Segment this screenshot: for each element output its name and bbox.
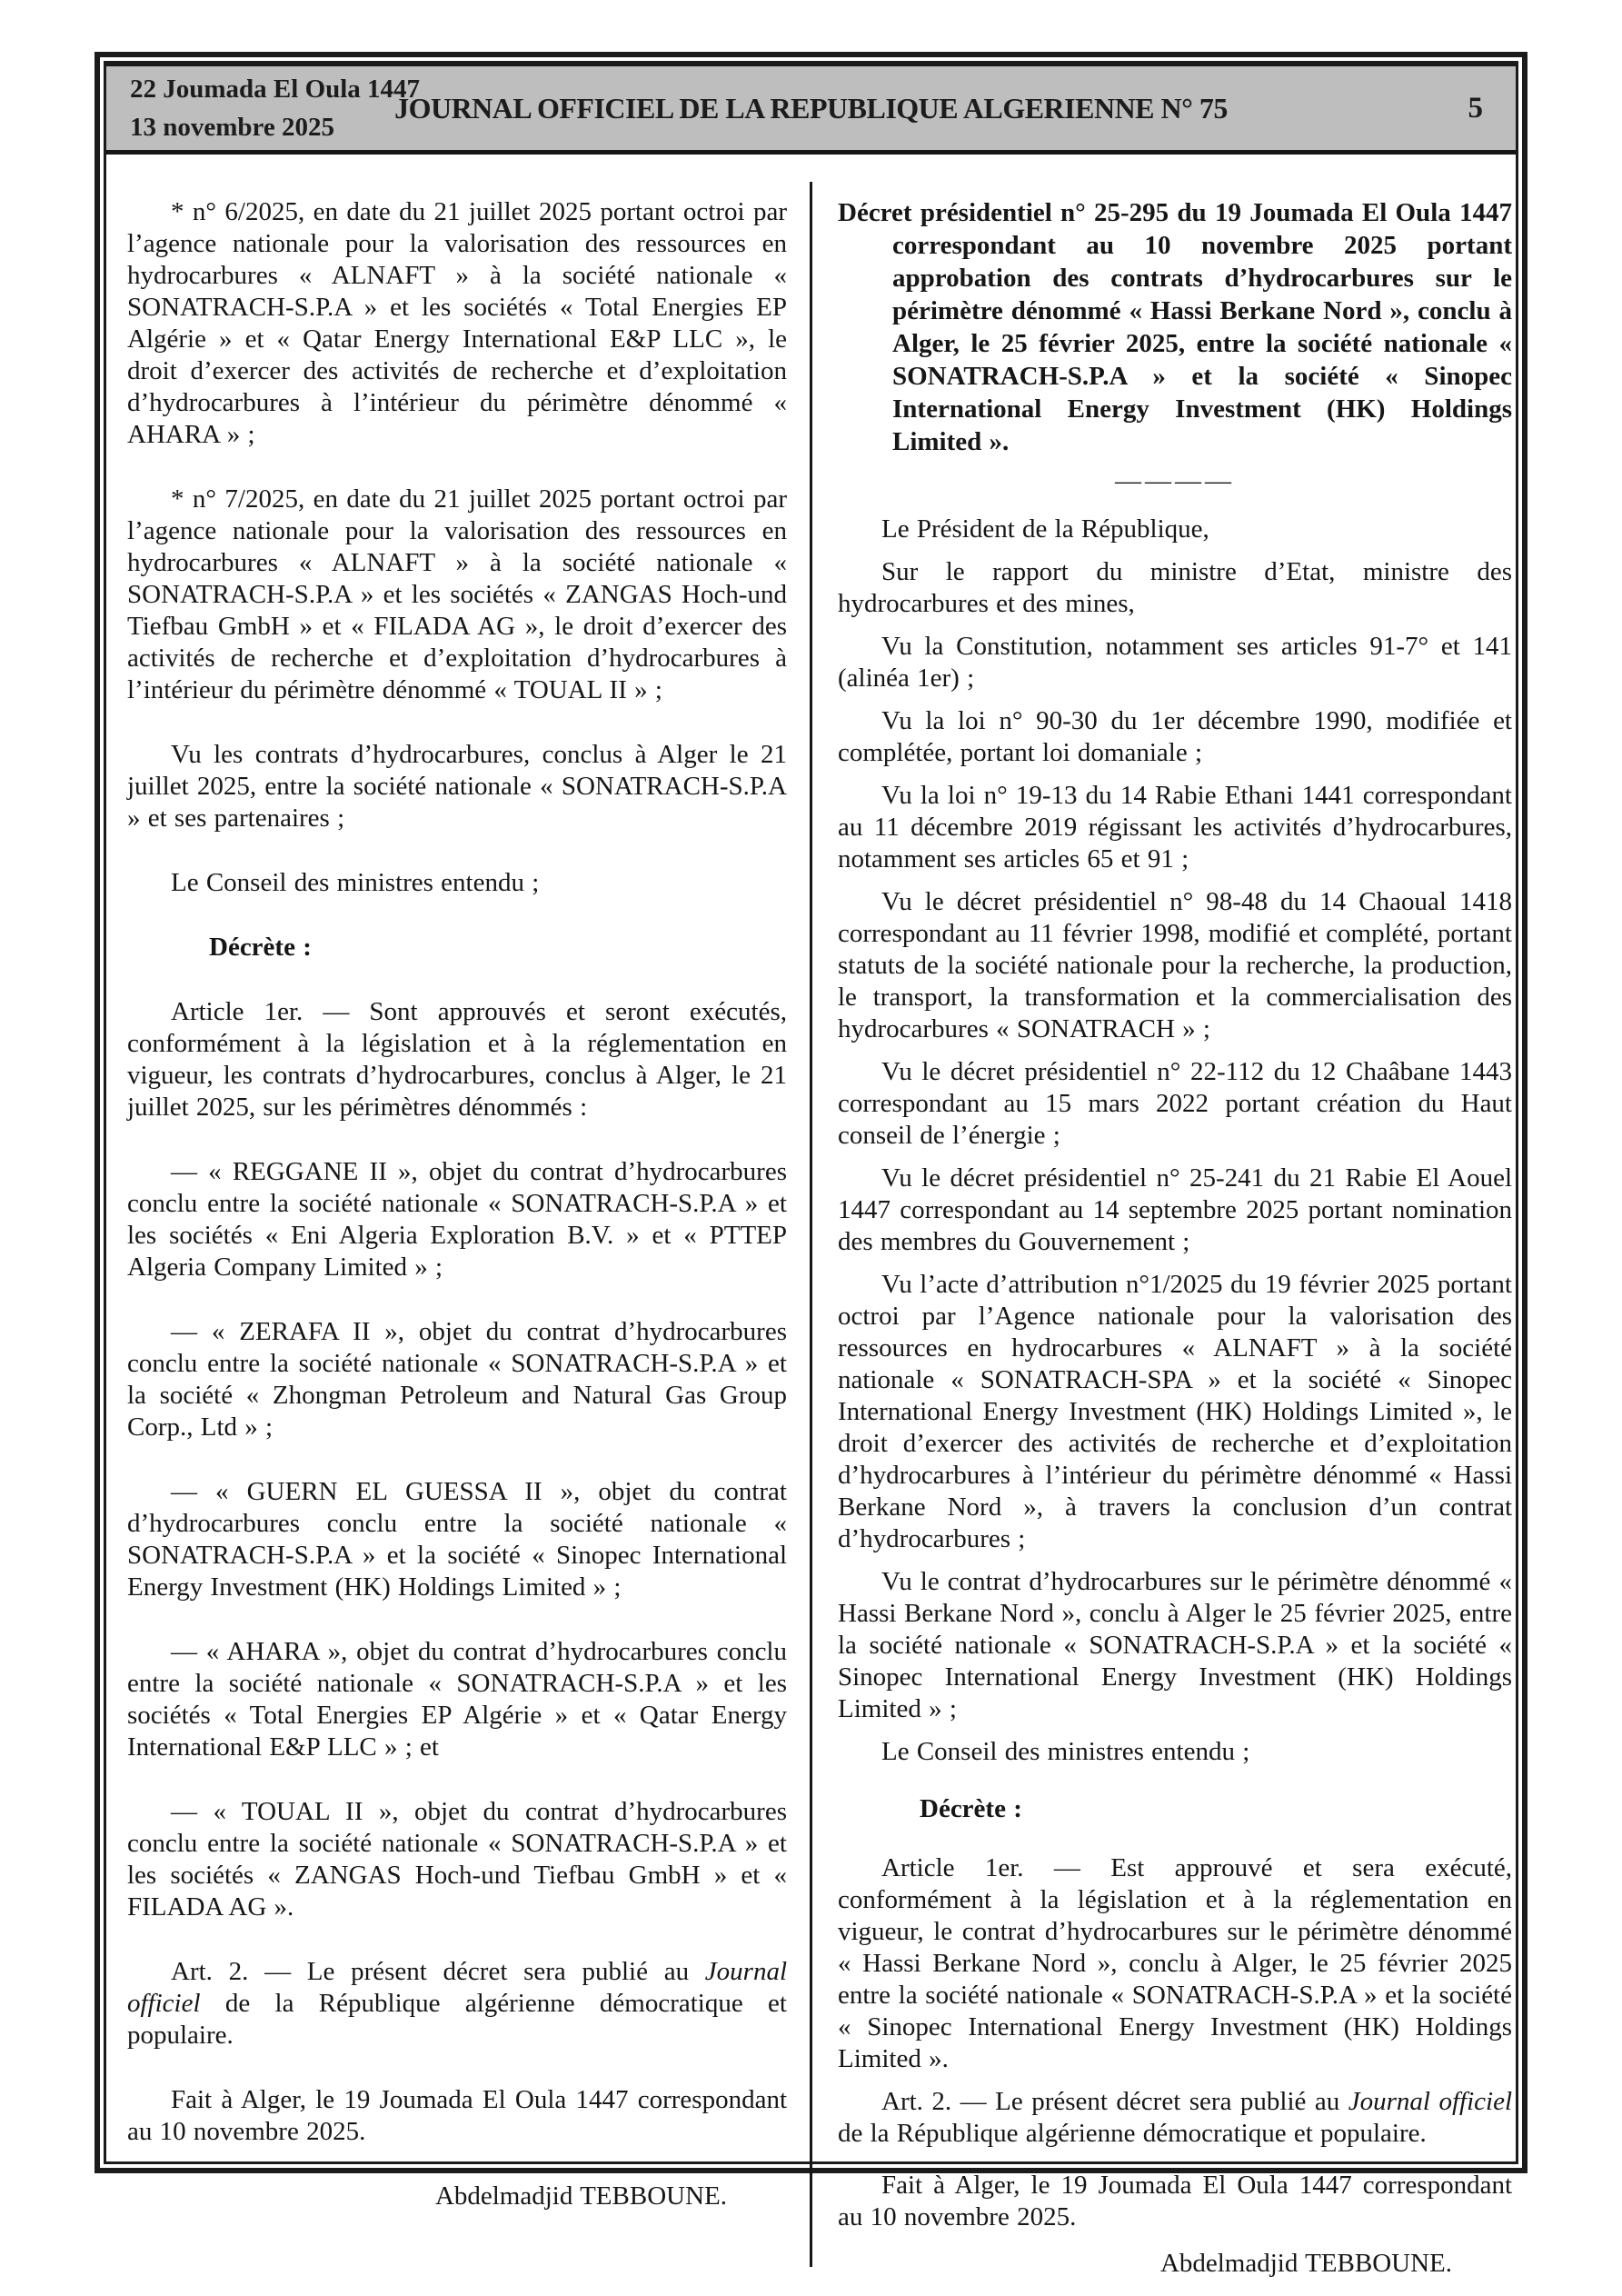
perimetre-reggane: — « REGGANE II », objet du contrat d’hydrocarbures conclu entre la société nationale « SONATRACH-S.P.A » et les sociétés « Eni Algeria Exploration B.V. » et « PTTEP Algeria Company Limited » ; bbox=[127, 1157, 787, 1282]
decision-7-2025: * n° 7/2025, en date du 21 juillet 2025 portant octroi par l’agence nationale pour la valorisation des ressources en hydrocarbures « ALNAFT » à la société nationale « SONATRACH-S.P.A » et les sociétés « ZANGAS Hoch-und Tiefbau GmbH » et « FILADA AG », le droit d’exercer des activités de recherche et d’exploitation d’hydrocarbures à l’intérieur du périmètre dénommé « TOUAL II » ; bbox=[127, 484, 787, 704]
signature-president: Abdelmadjid TEBBOUNE. bbox=[434, 2181, 727, 2211]
journal-officiel-italic: Journal officiel bbox=[1348, 2087, 1512, 2116]
decrete-heading: Décrète : bbox=[209, 933, 312, 962]
perimetre-ahara: — « AHARA », objet du contrat d’hydrocarbures conclu entre la société nationale « SONATRACH-S.P.A » et les sociétés « Total Energies EP Algérie » et « Qatar Energy International E&P LLC » ; et bbox=[127, 1637, 787, 1762]
visa-decret-98-48: Vu le décret présidentiel n° 98-48 du 14 Chaoual 1418 correspondant au 11 février 1998, modifié et complété, portant statuts de la société nationale pour la recherche, la production, le transport, la transformation et la commercialisation des hydrocarbures « SONATRACH » ; bbox=[838, 887, 1512, 1043]
decree-title: Décret présidentiel n° 25-295 du 19 Joumada El Oula 1447 correspondant au 10 novembre 2025 portant approbation des contrats d’hydrocarbures sur le périmètre dénommé « Hassi Berkane Nord », conclu à Alger, le 25 février 2025, entre la société nationale « SONATRACH-S.P.A » et la société « Sinopec International Energy Investment (HK) Holdings Limited ». bbox=[838, 198, 1512, 456]
visa-decret-22-112: Vu le décret présidentiel n° 22-112 du 12 Chaâbane 1443 correspondant au 15 mars 2022 portant création du Haut conseil de l’énergie ; bbox=[838, 1057, 1512, 1150]
fait-a-alger: Fait à Alger, le 19 Joumada El Oula 1447 correspondant au 10 novembre 2025. bbox=[838, 2171, 1512, 2231]
fait-a-alger: Fait à Alger, le 19 Joumada El Oula 1447 correspondant au 10 novembre 2025. bbox=[127, 2085, 787, 2146]
column-divider bbox=[810, 182, 812, 2267]
perimetre-guern-el-guessa: — « GUERN EL GUESSA II », objet du contrat d’hydrocarbures conclu entre la société nationale « SONATRACH-S.P.A » et la société « Sinopec International Energy Investment (HK) Holdings Limited » ; bbox=[127, 1477, 787, 1602]
page-number: 5 bbox=[1468, 91, 1483, 125]
journal-officiel-italic: Journal officiel bbox=[127, 1957, 787, 2018]
visa-constitution: Vu la Constitution, notamment ses articles 91-7° et 141 (alinéa 1er) ; bbox=[838, 632, 1512, 693]
decision-6-2025: * n° 6/2025, en date du 21 juillet 2025 portant octroi par l’agence nationale pour la valorisation des ressources en hydrocarbures « ALNAFT » à la société nationale « SONATRACH-S.P.A » et les sociétés « Total Energies EP Algérie » et « Qatar Energy International E&P LLC », le droit d’exercer des activités de recherche et d’exploitation d’hydrocarbures à l’intérieur du périmètre dénommé « AHARA » ; bbox=[127, 197, 787, 449]
article-2-text-end: de la République algérienne démocratique et populaire. bbox=[127, 1989, 787, 2050]
article-1: Article 1er. — Est approuvé et sera exécuté, conformément à la législation et à la réglementation en vigueur, le contrat d’hydrocarbures sur le périmètre dénommé « Hassi Berkane Nord », conclu à Alger, le 25 février 2025 entre la société nationale « SONATRACH-S.P.A » et la société « Sinopec International Energy Investment (HK) Holdings Limited ». bbox=[838, 1853, 1512, 2073]
conseil-ministres: Le Conseil des ministres entendu ; bbox=[171, 868, 540, 897]
visa-contrat-hassi-berkane: Vu le contrat d’hydrocarbures sur le périmètre dénommé « Hassi Berkane Nord », conclu à Alger le 25 février 2025, entre la société nationale « SONATRACH-S.P.A » et la société « Sinopec International Energy Investment (HK) Holdings Limited » ; bbox=[838, 1567, 1512, 1723]
masthead bbox=[106, 66, 1516, 155]
decrete-heading: Décrète : bbox=[920, 1794, 1022, 1823]
article-2-text: Art. 2. — Le présent décret sera publié au bbox=[881, 2087, 1348, 2116]
visa-loi-19-13: Vu la loi n° 19-13 du 14 Rabie Ethani 1441 correspondant au 11 décembre 2019 régissant les activités d’hydrocarbures, notamment ses articles 65 et 91 ; bbox=[838, 781, 1512, 873]
journal-title: JOURNAL OFFICIEL DE LA REPUBLIQUE ALGERIENNE N° 75 bbox=[394, 91, 1228, 125]
president-line: Le Président de la République, bbox=[881, 514, 1209, 544]
dash-separator: ———— bbox=[1115, 466, 1235, 495]
visa-decret-25-241: Vu le décret présidentiel n° 25-241 du 21 Rabie El Aouel 1447 correspondant au 14 septembre 2025 portant nomination des membres du Gouvernement ; bbox=[838, 1163, 1512, 1256]
visa-loi-90-30: Vu la loi n° 90-30 du 1er décembre 1990, modifiée et complétée, portant loi domaniale ; bbox=[838, 706, 1512, 767]
page-frame-inner bbox=[104, 61, 1518, 2278]
signature-president: Abdelmadjid TEBBOUNE. bbox=[1159, 2249, 1452, 2278]
conseil-ministres: Le Conseil des ministres entendu ; bbox=[881, 1737, 1250, 1766]
visa-acte-attribution: Vu l’acte d’attribution n°1/2025 du 19 février 2025 portant octroi par l’Agence nationale pour la valorisation des ressources en hydrocarbures « ALNAFT » à la société nationale « SONATRACH-SPA » et la société « Sinopec International Energy Investment (HK) Holdings Limited », le droit d’exercer des activités de recherche et d’exploitation d’hydrocarbures à l’intérieur du périmètre dénommé « Hassi Berkane Nord », à travers la conclusion d’un contrat d’hydrocarbures ; bbox=[838, 1270, 1512, 1553]
perimetre-zerafa: — « ZERAFA II », objet du contrat d’hydrocarbures conclu entre la société nationale « SONATRACH-S.P.A » et la société « Zhongman Petroleum and Natural Gas Group Corp., Ltd » ; bbox=[127, 1317, 787, 1442]
article-2-text: Art. 2. — Le présent décret sera publié au bbox=[171, 1957, 705, 1986]
date-hijri: 22 Joumada El Oula 1447 bbox=[130, 75, 421, 104]
article-1: Article 1er. — Sont approuvés et seront exécutés, conformément à la législation et à la réglementation en vigueur, les contrats d’hydrocarbures, conclus à Alger, le 21 juillet 2025, sur les périmètres dénommés : bbox=[127, 997, 787, 1122]
article-2 bbox=[127, 1956, 787, 2051]
right-column bbox=[838, 196, 1512, 2291]
rapport-ministre: Sur le rapport du ministre d’Etat, ministre des hydrocarbures et des mines, bbox=[838, 557, 1512, 618]
left-column bbox=[127, 196, 787, 2291]
page-content bbox=[106, 155, 1516, 2291]
perimetre-toual: — « TOUAL II », objet du contrat d’hydrocarbures conclu entre la société nationale « SONATRACH-S.P.A » et les sociétés « ZANGAS Hoch-und Tiefbau GmbH » et « FILADA AG ». bbox=[127, 1797, 787, 1922]
visa-contrats: Vu les contrats d’hydrocarbures, conclus à Alger le 21 juillet 2025, entre la société nationale « SONATRACH-S.P.A » et ses partenaires ; bbox=[127, 740, 787, 833]
article-2 bbox=[838, 2086, 1512, 2150]
date-gregorian: 13 novembre 2025 bbox=[130, 113, 335, 142]
article-2-text-end: de la République algérienne démocratique et populaire. bbox=[838, 2119, 1427, 2148]
page-frame-outer bbox=[95, 52, 1527, 2278]
